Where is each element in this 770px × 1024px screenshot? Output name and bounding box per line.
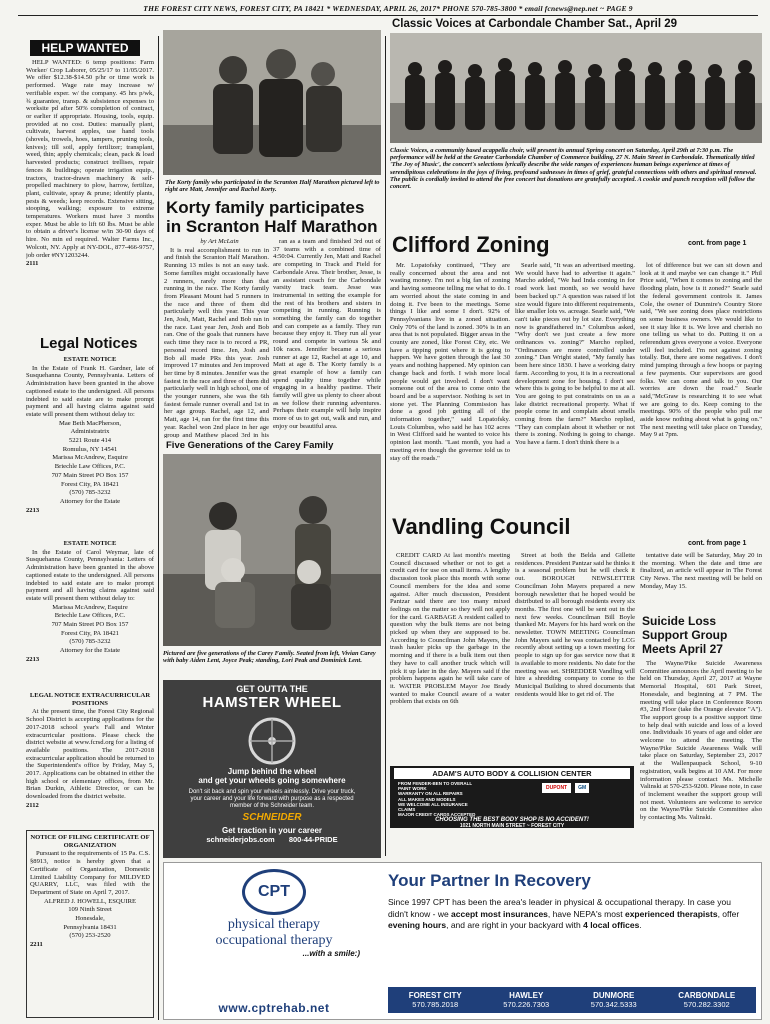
cpt-name-line1: physical therapy	[227, 917, 321, 932]
notice-firm: Briechle Law Offices, P.C.	[54, 463, 126, 471]
notice-heading: NOTICE OF FILING CERTIFICATE OF ORGANIZATION	[30, 834, 150, 849]
notice-attorney: ALFRED J. HOWELL, ESQUIRE	[43, 897, 137, 905]
notice-ref: 2112	[26, 801, 39, 809]
notice-firm: Briechle Law Offices, P.C.	[54, 612, 126, 620]
adams-service-item: MAJOR CREDIT CARDS ACCEPTED	[398, 812, 476, 818]
clifford-continued: cont. from page 1	[688, 240, 747, 247]
korty-column-2	[273, 238, 381, 438]
notice-body: In the Estate of Frank H. Gardner, late of Susquehanna County, Pennsylvania. Letters of Administration have been granted in the above captioned estate to the undersigned. All persons indebted to said estate are to make prompt payment and all having claims against said estate will present them without delay to:	[26, 364, 154, 418]
gm-badge: GM	[575, 783, 589, 793]
hamster-ad-top: GET OUTTA THE	[236, 684, 308, 694]
notice-address: Forest City, PA 18421	[61, 480, 119, 488]
byline: by Art McLain	[200, 238, 239, 245]
notice-body: In the Estate of Carol Weymar, late of Susquehanna County, Pennsylvania: Letters of Administration have been granted in the above captioned estate to the undersigned. All persons indebted to said estate are to make prompt payment and all having claims against said estate will present them without delay to:	[26, 548, 154, 602]
korty-headline-line2: in Scranton Half Marathon	[166, 217, 378, 236]
korty-headline-line1: Korty family participates	[166, 198, 365, 217]
schneider-phone: 800-44-PRIDE	[288, 835, 338, 844]
notice-address: 5221 Route 414	[68, 437, 112, 445]
notice-ref: 2213	[26, 655, 40, 663]
notice-heading: LEGAL NOTICE EXTRACURRICULAR POSITIONS	[29, 692, 151, 707]
notice-role: Administratrix	[70, 428, 110, 436]
cpt-offices-bar	[388, 987, 756, 1013]
vandling-column-1	[390, 552, 510, 762]
cpt-ad	[163, 862, 762, 1020]
legal-notices-title: Legal Notices	[40, 335, 138, 352]
hamster-wheel-icon	[227, 713, 317, 765]
cpt-smile: ...with a smile:)	[302, 949, 360, 958]
cpt-logo: CPT	[242, 869, 306, 915]
cpt-body	[388, 897, 762, 932]
adams-service-item: FROM FENDER-BEN TO OVERALL	[398, 781, 473, 786]
korty-family-photo	[163, 30, 381, 175]
cpt-name-line2: occupational therapy	[215, 933, 333, 948]
cpt-office-phone: 570.226.7303	[503, 1000, 550, 1009]
hamster-ad-line2: and get your wheels going somewhere	[198, 776, 346, 785]
estate-notice-2	[26, 540, 154, 675]
korty-body-1: It is real accomplishment to run in and finish the Scranton Half Marathon. Running 13 miles is not an easy task. Some families might occasionally have 2 runners, rarely more than that running in the race. The Korty family from Pleasant Mount had 5 runners in the race and three of them did particularly well this year. This year Jen, Josh, Matt, Rachel and Bob ran in the race. Last year Jen, Josh and Bob ran. One of the goals that runners have each time they race is to record a PR, personal record time. Jen, Josh and Bob all made PRs this year. Josh improved 17 minutes and Jen improved her time by 8 minutes. Jennifer was the fastest in the race and three of them did particularly well in high school, one of the younger runners, she was the 6th fastest female runner overall and 1st in her age group. Rachel, age 12, and Matt, age 14, ran for the first time this year. Rachel won 2nd place in her age group and Matthew placed 3rd in his	[164, 246, 269, 438]
notice-phone: (570) 253-2520	[69, 932, 111, 940]
notice-role: Attorney for the Estate	[59, 497, 121, 505]
adams-ad-slogan: CHOOSING THE BEST BODY SHOP IS NO ACCIDENT!	[435, 817, 589, 824]
cpt-office-phone: 570.785.2018	[412, 1000, 459, 1009]
clifford-body-3: lot of difference but we can sit down and look at it and maybe we can change it." Phil Price said, "When it comes to zoning and the flooding plain, how is it zoned?" Searle said the federal government controls it. James Cole, the owner of Dunmire's Country Store said, "We see zoning does place restrictions on some business owners. We would like to see it stay like it is. We love and cherish no one telling us what to do. Putting it on a referendum gives everyone a voice. Everyone will feel included. I'm not against zoning totally. But, there are some negatives. I don't mind jumping through a few hoops or paying a few payments. Our supervisors are good folks. We can come and talk to you. Our worries are down the road." Searle said,"McGraw is researching it to see what we are going to do. Keep coming to the meetings. 90% of the people who pull me aside know nothing about what is going on." The next meeting will take place on Tuesday, May 9 at 7pm.	[640, 262, 762, 439]
classic-voices-caption: Classic Voices, a community based acappella choir, will present its annual Spring concert on Saturday, April 29th at 7:30 p.m. The performance will be held at the Greater Carbondale Chamber of Commerce building, 27 N. Main Street in Carbondale. Thematically titled 'The Joy of Music', the concert's selections lyrically describe the wide ranges of experiences human beings experience at times of serendipitous celebrations in the joys of living, profound sadnesses in times of grief, grateful connections with others and spiritual renewal. The public is cordially invited to attend the free concert but donations are gratefully accepted. A cookie and punch reception will follow the concert.	[390, 147, 757, 191]
cpt-body-text: , offer	[717, 908, 740, 919]
estate-notice-1	[26, 356, 154, 536]
page-header: THE FOREST CITY NEWS, FOREST CITY, PA 18421 * WEDNESDAY, APRIL 26, 2017* PHONE 570-785-3800 * email fcnews@nep.net ~ PAGE 9	[18, 4, 758, 16]
help-wanted-ref: 2111	[26, 260, 39, 268]
cpt-body-text: , have NEPA's most	[547, 908, 625, 919]
help-wanted-banner: HELP WANTED	[30, 40, 140, 56]
cpt-office-town: HAWLEY	[509, 991, 544, 1000]
notice-filing-certificate	[30, 834, 150, 1016]
schneider-logo: SCHNEIDER	[242, 812, 302, 823]
adams-ad-services	[390, 781, 540, 817]
vandling-body-1: CREDIT CARD At last month's meeting Council discussed whether or not to get a credit card for use on small items. A lengthy discussion took place this month with some Council members for the idea and some against. After much discussion, President Pantzar said there are too many mixed feelings on the matter so they will not apply for the card. GARBAGE A resident called to question why the bulk items are not being picked up when they are supposed to be. According to Councilman John Mayers, the trash hauler picks up the garbage in the morning and if there is a bulk item out then they have to call another truck which will pick it up later in the day. Mayers said if the problem happens again he will take care of it. WATER PROBLEM Mayor Joe Brady wanted to make Council aware of a water problem that exists on 6th	[390, 552, 510, 706]
notice-phone: (570) 785-3232	[69, 489, 111, 497]
notice-heading: ESTATE NOTICE	[63, 356, 117, 363]
cpt-office	[409, 991, 462, 1009]
adams-ad-address: 1021 NORTH MAIN STREET ~ FOREST CITY	[459, 823, 565, 828]
classic-voices-headline: Classic Voices at Carbondale Chamber Sat., April 29	[392, 18, 678, 30]
cpt-body-text: .	[639, 920, 642, 930]
adams-service-item: ALL MAKES AND MODELS	[398, 796, 456, 802]
cpt-url[interactable]: www.cptrehab.net	[218, 1001, 330, 1015]
cpt-office-town: DUNMORE	[593, 991, 635, 1000]
column-divider	[385, 36, 386, 856]
vandling-column-2	[515, 552, 635, 762]
notice-attorney: Marissa McAndrew, Esquire	[52, 603, 128, 611]
notice-ref: 2213	[26, 506, 40, 514]
clifford-body-1: Mr. Lopatofsky continued, "They are really concerned about the area and not wasting money. I'm not a big fan of zoning and having someone telling me what to do. I am worried about the state coming in and doing it. I've been to the meetings. Some things I like and some I don't. 92% of Pennsylvanians live in a zoned situation. Only 70% of the land is zoned. 30% is in an area that is not populated. Bigger areas in the county are zoned, like Forest City, etc. We have a tipping point where it is going to happen. We have gotten through the last 30 years and nothing happened. My opinion can change back and forth. I wish more local people would get involved. I don't want someone out of the area to come onto the board and be a supervisor. Nothing is set in stone yet. The Planning Commission has done a good job getting all of the information together," said Lopatofsky. Louis Columbus, who said he has 102 acres in West Clifford said he wanted to voice his opinion last month. "Last month, you had a meeting even though the governor told us to stay off the roads."	[390, 262, 510, 462]
schneider-url[interactable]: schneiderjobs.com	[206, 835, 275, 844]
help-wanted-column	[26, 59, 154, 329]
notice-address: Pennsylvania 18431	[63, 923, 117, 931]
korty-body-2: ran as a team and finished 3rd out of 37 teams with a combined time of 4:50:04. Currently Jen, Matt and Rachel are competing in Track and Field for Carbondale Area. Their brother, Jesse, is an assistant coach for the Carbondale varsity track team. Jesse was instrumental in setting the example for the rest of his brothers and sisters in competing in running. Running is something the family can do together and can compete as a family. They run because they enjoy it. They run all year round and compete in various 5k and 10k races. Jennifer became a serious runner at age 12, Rachel at age 10, and Matt at age 8. The Korty family is a great example of how a family can spend quality time together while engaging in a healthy pastime. Their family will give us plenty to cheer about as we follow their running adventures. Perhaps their example will help inspire more of us to get out, walk and run, and enjoy our beautiful area.	[273, 238, 381, 430]
notice-address: 707 Main Street PO Box 157	[51, 621, 129, 629]
suicide-support-headline: Suicide Loss Support Group Meets April 27	[642, 614, 728, 656]
vandling-body-2: Street at both the Belda and Gillette residences. President Pantzar said he thinks it is a seasonal problem but he will check it out. BOROUGH NEWSLETTER Councilman John Mayers prepared a new borough newsletter that he hoped would be distributed to all borough residents every six months. The first one will be sent out in the next few weeks. Councilman Bill Boyle thanked Mr. Mayers for his hard work on the newsletter. TOWN MEETING Councilman John Mayers said he was contacted by LCG recently about setting up a town meeting for people to sign up for gas service now that it is available to more residents. No date for the meeting was set. SHREDDER Vandling will hire a shredding company to come to the Municipal Building to shred documents that residents would like to get rid of. The	[515, 552, 635, 698]
notice-address: 707 Main Street PO Box 157	[51, 471, 129, 479]
cpt-office-phone: 570.342.5333	[590, 1000, 637, 1009]
clifford-headline: Clifford Zoning	[392, 232, 550, 257]
help-wanted-body: HELP WANTED: 6 temp positions: Farm Worker/ Crop Laborer, 05/25/17 to 11/05/2017. We offer $12.38-$14.50 p/hr or time work is performed. Wage rate may increase w/ verifiable exper. w/ the company. 45 hrs p/wk, ¾ guarantee, transp. & subsistence expenses to worksite pd after 50% completion of contract, or earlier if appropriate. Housing, tools, equip. provided at no cost. Duties: manually plant, cultivate, harvest apples, use hand tools (shovels, trowels, hoes, tampers, pruning tools, knives); till soil, apply fertilizer; transplant, weed, thin; apply chemicals; clean, pack & load harvested products; construct trellises, repair fences & buildings; operate irrigation equip., tractors, tractor-drawn machinery & self-propelled machinery to plow, harrow, fertilize, plant, cultivate, spray & prune; identify plants, pests & weeds; keep records. Extensive sitting, stooping, walking; exposure to extreme temperatures. Workers must have 3 months exper. Must be able to lift 60 lbs. Must be able to obtain a driver's license w/in 30-90 days of hire. No min ed required. Walter Farms Inc., Wolcott, NY. Apply at NY-DOL, 877-466-9757, job order #NY1203244.	[26, 59, 154, 259]
notice-address: Honesdale,	[75, 915, 105, 923]
notice-name: Mae Beth MacPherson,	[58, 419, 122, 427]
cpt-body-emphasis: 4 local offices	[583, 920, 640, 930]
hamster-ad-line1: Jump behind the wheel	[227, 767, 317, 776]
notice-heading: ESTATE NOTICE	[63, 540, 117, 547]
legal-notice-extracurricular	[26, 692, 154, 822]
notice-address: Romulus, NY 14541	[62, 445, 118, 453]
adams-service-item: PAINT WORK	[398, 786, 427, 792]
clifford-column-3	[640, 262, 762, 502]
vandling-body-3: tentative date will be Saturday, May 20 in the morning. When the date and time are finalized, an article will appear in The Forest City News. The next meeting will be held on Monday, May 15.	[640, 552, 762, 590]
cpt-office-town: FOREST CITY	[408, 991, 462, 1000]
cpt-office	[678, 991, 735, 1009]
hamster-ad-contact	[163, 835, 381, 844]
adams-service-item: WARRANTY ON ALL REPAIRS	[398, 791, 463, 797]
cpt-office	[503, 991, 549, 1009]
clifford-column-1	[390, 262, 510, 502]
notice-attorney: Marissa McAndrew, Esquire	[52, 454, 128, 462]
adams-ad-middle	[390, 781, 634, 817]
korty-column-1	[164, 238, 269, 438]
suicide-support-column	[640, 660, 762, 826]
notice-ref: 2211	[30, 941, 43, 949]
vandling-column-3	[640, 552, 762, 614]
adams-auto-body-ad	[390, 766, 634, 828]
notice-body: At the present time, the Forest City Regional School District is accepting applications for the 2017-2018 school year's Fall and Winter extracurricular positions. Please check the district website at www.fcrsd.org for a listing of available positions. The 2017-2018 extracurricular application should be returned to the Superintendent's office by Friday, May 5, 2017. Applications can be obtained in either the high school or elementary offices, from Mr. Brian Durkin, Athletic Director, or can be downloaded from the district website.	[26, 708, 154, 801]
carey-photo-caption: Pictured are five generations of the Carey Family. Seated from left, Vivian Carey with baby Aiden Lent, Joyce Peak; standing, Lori Peak and Dominick Lent.	[163, 650, 376, 665]
cpt-body-emphasis: evening hours	[388, 920, 447, 930]
vandling-headline: Vandling Council	[392, 514, 571, 539]
clifford-body-2: Searle said, "It was an advertised meeting. We would have had to advertise it again." Marcho added, "We had Inda coming in for road work last month, so we would have been backed up." A question was raised if lot size would figure into different requirements, like smaller lots vs. acreage. Searle said, "We can't take pieces out by lot size. Everything now is grandfathered in." Columbus asked, "Why don't we just create a few more ordinances vs. zoning?" Marcho replied, "Ordinances are more controlled under zoning." Dan Wright stated, "My family has been here since 1830. I have a working dairy farm. According to you, it is in a recreational development zone for housing. I don't see where this is going to be helpful to me at all. You are going to put constraints on us as a lake district recreational property. What if people come in and complain about smells coming from the farm?" Marcho replied, "They can complain about it whether or not there is zoning. Nothing is going to change. You have a farm. I don't think there is a	[515, 262, 635, 447]
hamster-ad-traction: Get traction in your career	[221, 826, 323, 835]
cpt-office	[591, 991, 637, 1009]
cpt-left-panel	[164, 863, 384, 1020]
adams-ad-title: ADAM'S AUTO BODY & COLLISION CENTER	[394, 768, 630, 779]
notice-phone: (570) 785-3232	[69, 638, 111, 646]
column-divider	[158, 36, 159, 1020]
notice-role: Attorney for the Estate	[59, 647, 121, 655]
vandling-continued: cont. from page 1	[688, 540, 747, 547]
hamster-ad-title: HAMSTER WHEEL	[202, 694, 342, 711]
dupont-badge: DUPONT	[542, 783, 571, 793]
carey-family-photo	[163, 454, 381, 646]
suicide-support-body: The Wayne/Pike Suicide Awareness Committee announces the April meeting to be held on Thursday, April 27, 2017 at Wayne Memorial Hospital, 601 Park Street, Honesdale, and beginning at 7 PM. The meeting will take place in Conference Room #3, 2nd Floor (take the Orange elevator "A"). The support group is a positive support time to help deal with suicide and loss of a loved one. Individuals 16 years of age and older are welcome to attend the meeting. The Wayne/Pike Suicide Awareness Walk will take place on Saturday, September 23, 2017 at the Wallenpaupack School, 9-10 registration, walk begins at 10 AM. For more information please contact Ms. Michelle Valinski at 570-253-9200. Please note, in case of inclement weather the support group will not meet. Volunteers are welcome to service on the Wayne/Pike Suicide Committee also by contacting Ms. Valinski.	[640, 660, 762, 822]
cpt-office-town: CARBONDALE	[678, 991, 736, 1000]
clifford-column-2	[515, 262, 635, 502]
adams-service-item: WE WELCOME ALL INSURANCE	[398, 801, 468, 807]
cpt-body-emphasis: experienced therapists	[624, 908, 718, 919]
cpt-body-text: Since 1997 CPT has been the area's leader in physical & occupational therapy. In case you didn't know - we	[388, 897, 731, 919]
schneider-ad	[163, 680, 381, 858]
cpt-body-text: , and are right in your backyard with	[446, 920, 584, 930]
hamster-ad-body: Don't sit back and spin your wheels aimlessly. Drive your truck, your career and your life forward with purpose as a respected member of the Schneider team.	[188, 789, 356, 809]
notice-address: Forest City, PA 18421	[61, 629, 119, 637]
cpt-headline: Your Partner In Recovery	[388, 871, 591, 890]
notice-address: 109 Ninth Street	[68, 906, 112, 914]
adams-service-item: CLAIMS	[398, 807, 416, 813]
classic-voices-choir-photo	[390, 33, 762, 143]
notice-body: Pursuant to the requirements of 15 Pa. C.S. §8913, notice is hereby given that a Certificate of Organization, Domestic Limited Liability Company for MILDVED QUARRY, LLC, was filed with the Department of State on April 7, 2017.	[30, 850, 150, 896]
cpt-office-phone: 570.282.3302	[683, 1000, 730, 1009]
carey-headline: Five Generations of the Carey Family	[166, 440, 334, 451]
korty-photo-caption: The Korty family who participated in the Scranton Half Marathon pictured left to right are Matt, Jennifer and Rachel Korty.	[165, 179, 380, 194]
cpt-body-emphasis: accept most insurances	[451, 908, 548, 919]
